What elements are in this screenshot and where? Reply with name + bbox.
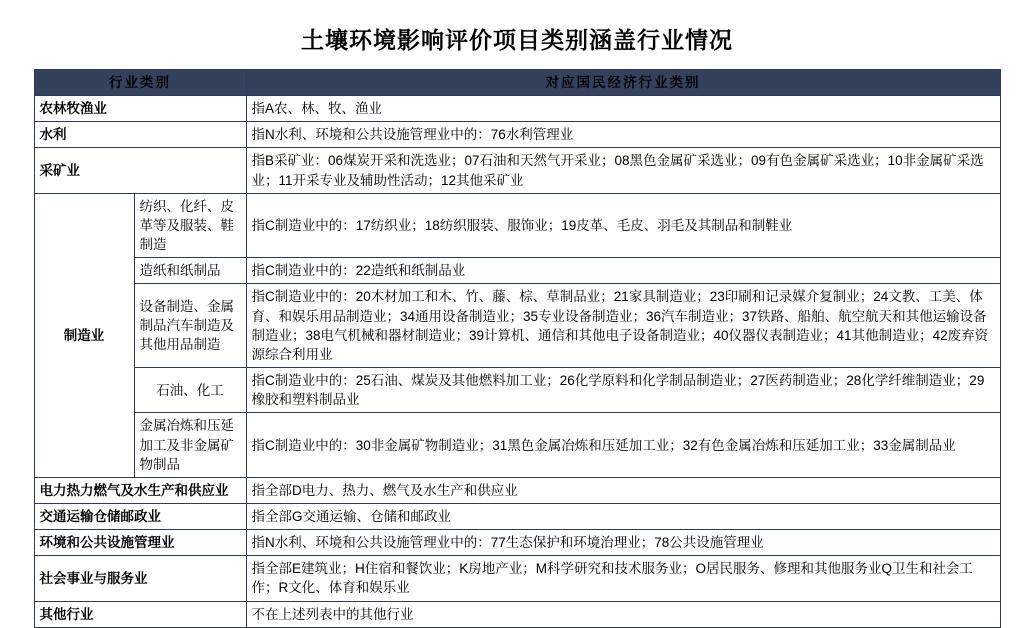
table-row [34,258,1000,284]
description-cell: 指C制造业中的：20木材加工和木、竹、藤、棕、草制品业；21家具制造业；23印刷和记录媒介复制业；24文教、工美、体育、和娱乐用品制造业；34通用设备制造业；35专业设备制造业；36汽车制造业；37铁路、船舶、航空航天和其他运输设备制造业；38电气机械和器材制造业；39计算机、通信和其他电子设备制造业；40仪器仪表制造业；41其他制造业；42废弃资源综合利用业 [246,284,1000,368]
table-row [34,193,1000,257]
description-cell: 指全部E建筑业；H住宿和餐饮业；K房地产业；M科学研究和技术服务业；O居民服务、修理和其他服务业Q卫生和社会工作；R文化、体育和娱乐业 [246,556,1000,601]
subcategory-cell: 纺织、化纤、皮革等及服装、鞋制造 [134,193,246,257]
header-industry-category: 行业类别 [34,70,246,96]
page-title: 土壤环境影响评价项目类别涵盖行业情况 [301,27,733,53]
table-row [34,96,1000,122]
category-cell: 社会事业与服务业 [34,556,246,601]
table-row [34,503,1000,529]
table-row [34,284,1000,368]
description-cell: 指B采矿业：06煤炭开采和洗选业；07石油和天然气开采业；08黑色金属矿采选业；09有色金属矿采选业；10非金属矿采选业；11开采专业及辅助性活动；12其他采矿业 [246,148,1000,193]
table-header-row [34,70,1000,96]
description-cell: 指N水利、环境和公共设施管理业中的：76水利管理业 [246,122,1000,148]
category-cell: 农林牧渔业 [34,96,246,122]
table-row [34,601,1000,627]
description-cell: 指A农、林、牧、渔业 [246,96,1000,122]
description-cell: 指全部G交通运输、仓储和邮政业 [246,503,1000,529]
description-cell: 指C制造业中的：17纺织业；18纺织服装、服饰业；19皮革、毛皮、羽毛及其制品和制鞋业 [246,193,1000,257]
table-row [34,477,1000,503]
category-cell: 交通运输仓储邮政业 [34,503,246,529]
category-cell: 其他行业 [34,601,246,627]
table-row [34,530,1000,556]
header-national-economy-category: 对应国民经济行业类别 [246,70,1000,96]
description-cell: 指C制造业中的：22造纸和纸制品业 [246,258,1000,284]
category-cell-manufacturing: 制造业 [34,193,134,477]
category-cell: 电力热力燃气及水生产和供应业 [34,477,246,503]
description-cell: 指全部D电力、热力、燃气及水生产和供应业 [246,477,1000,503]
table-row [34,556,1000,601]
subcategory-cell: 石油、化工 [134,368,246,413]
description-cell: 指C制造业中的：25石油、煤炭及其他燃料加工业；26化学原料和化学制品制造业；27医药制造业；28化学纤维制造业；29橡胶和塑料制品业 [246,368,1000,413]
description-cell: 不在上述列表中的其他行业 [246,601,1000,627]
subcategory-cell: 造纸和纸制品 [134,258,246,284]
table-row [34,368,1000,413]
category-cell: 水利 [34,122,246,148]
subcategory-cell: 金属冶炼和压延加工及非金属矿物制品 [134,413,246,477]
table-row [34,413,1000,477]
table-row [34,122,1000,148]
subcategory-cell: 设备制造、金属制品汽车制造及其他用品制造 [134,284,246,368]
description-cell: 指C制造业中的：30非金属矿物制造业；31黑色金属冶炼和压延加工业；32有色金属冶炼和压延加工业；33金属制品业 [246,413,1000,477]
table-row [34,148,1000,193]
category-cell: 环境和公共设施管理业 [34,530,246,556]
industry-category-table [34,69,1001,628]
category-cell: 采矿业 [34,148,246,193]
description-cell: 指N水利、环境和公共设施管理业中的：77生态保护和环境治理业；78公共设施管理业 [246,530,1000,556]
